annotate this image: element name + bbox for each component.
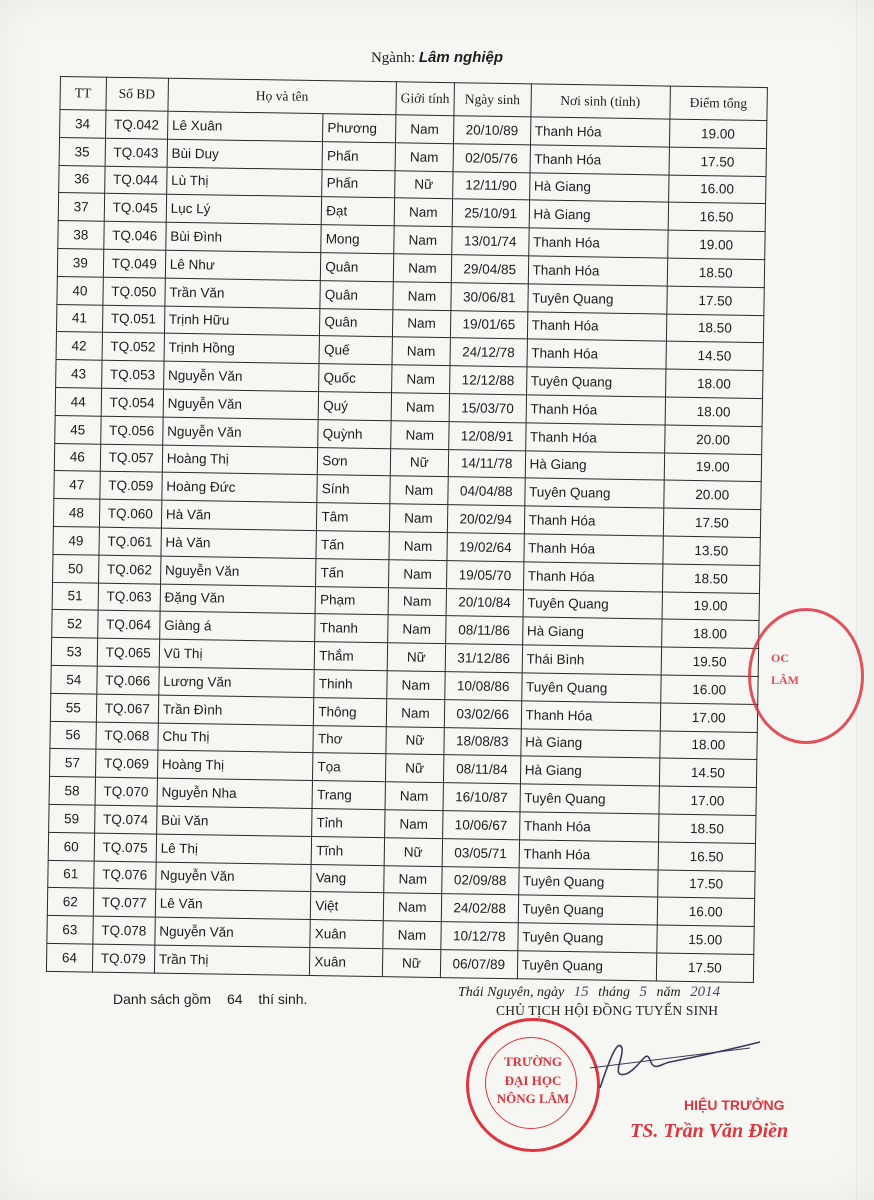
row-dob: 30/06/81 [451,282,528,311]
row-surname: Bùi Văn [156,806,312,836]
row-surname: Trịnh Hữu [164,306,320,336]
row-gender: Nam [387,615,445,644]
row-score: 17.50 [669,147,767,176]
row-dob: 08/11/86 [446,616,523,645]
row-given-name: Tấn [316,558,389,587]
row-birthplace: Hà Giang [529,172,668,202]
row-given-name: Mong [321,225,394,254]
col-header-score: Điểm tổng [669,86,767,121]
row-score: 20.00 [664,425,762,454]
row-score: 19.00 [664,453,762,482]
row-tt: 43 [56,360,102,389]
row-birthplace: Thanh Hóa [530,117,669,147]
row-tt: 52 [52,610,98,639]
row-tt: 37 [58,193,104,222]
row-tt: 38 [58,221,104,250]
row-sbd: TQ.077 [93,888,156,917]
row-dob: 02/09/88 [442,866,519,895]
row-surname: Lê Văn [155,889,311,919]
row-gender: Nam [389,532,447,561]
row-tt: 51 [52,582,98,611]
row-birthplace: Hà Giang [525,450,664,480]
row-given-name: Quân [321,253,394,282]
row-tt: 35 [59,137,105,166]
row-surname: Hà Văn [161,528,317,558]
row-score: 18.00 [659,731,757,760]
row-given-name: Xuân [310,947,383,976]
row-gender: Nam [395,115,453,144]
row-surname: Nguyễn Văn [163,389,319,419]
row-dob: 04/04/88 [448,477,525,506]
row-gender: Nữ [385,754,443,783]
row-tt: 40 [57,276,103,305]
row-surname: Hoàng Đức [162,473,318,503]
col-header-dob: Ngày sinh [454,83,531,117]
row-gender: Nam [391,393,449,422]
row-tt: 64 [46,943,92,972]
row-gender: Nam [384,810,442,839]
row-dob: 12/08/91 [449,421,526,450]
row-birthplace: Thanh Hóa [528,228,667,258]
row-dob: 20/02/94 [447,505,524,534]
row-birthplace: Thanh Hóa [521,701,660,731]
row-given-name: Thắm [314,642,387,671]
count-suffix: thí sinh. [258,991,308,1007]
row-dob: 13/01/74 [452,227,529,256]
row-tt: 54 [51,665,97,694]
row-birthplace: Tuyên Quang [521,673,660,703]
row-score: 17.50 [663,508,761,537]
row-given-name: Phương [323,114,396,143]
row-sbd: TQ.059 [99,472,162,501]
row-tt: 62 [47,888,93,917]
row-sbd: TQ.079 [92,944,155,973]
row-sbd: TQ.044 [104,166,167,195]
row-tt: 61 [48,860,94,889]
seal-line-2: ĐẠI HỌC [504,1073,562,1088]
col-header-gender: Giới tính [396,82,455,116]
row-sbd: TQ.075 [94,833,157,862]
row-tt: 36 [59,165,105,194]
row-tt: 58 [49,777,95,806]
row-given-name: Quý [318,392,391,421]
row-score: 16.50 [668,202,766,231]
row-sbd: TQ.064 [97,611,160,640]
row-birthplace: Hà Giang [520,728,659,758]
row-surname: Bùi Duy [167,139,323,169]
row-birthplace: Tuyên Quang [517,951,656,981]
row-birthplace: Tuyên Quang [518,895,657,925]
row-score: 17.50 [666,286,764,315]
row-given-name: Tấn [316,531,389,560]
row-sbd: TQ.057 [100,444,163,473]
row-score: 17.00 [658,786,756,815]
row-sbd: TQ.054 [101,388,164,417]
row-tt: 63 [47,916,93,945]
row-dob: 12/11/90 [453,171,530,200]
side-seal-text-2: LÂM [771,673,799,687]
row-given-name: Quân [320,280,393,309]
row-surname: Nguyễn Văn [160,556,316,586]
count-prefix: Danh sách gồm [113,991,212,1007]
row-sbd: TQ.069 [95,749,158,778]
row-birthplace: Tuyên Quang [518,867,657,897]
signature-mark [580,1028,770,1098]
row-surname: Lục Lý [166,195,322,225]
row-sbd: TQ.068 [96,722,159,751]
row-given-name: Đạt [321,197,394,226]
row-gender: Nam [393,254,451,283]
row-dob: 24/02/88 [441,894,518,923]
row-score: 14.50 [659,758,757,787]
row-gender: Nam [387,671,445,700]
row-surname: Vũ Thị [159,639,315,669]
row-given-name: Vang [311,864,384,893]
row-tt: 49 [53,526,99,555]
row-gender: Nam [383,893,441,922]
row-tt: 47 [54,471,100,500]
row-score: 16.00 [668,175,766,204]
row-gender: Nam [392,309,450,338]
row-surname: Hoàng Thị [157,750,313,780]
row-given-name: Quân [320,308,393,337]
row-sbd: TQ.056 [100,416,163,445]
row-given-name: Việt [311,892,384,921]
row-surname: Trần Văn [165,278,321,308]
row-tt: 39 [57,248,103,277]
row-sbd: TQ.043 [105,138,168,167]
row-gender: Nam [394,198,452,227]
row-tt: 55 [50,693,96,722]
row-surname: Lê Như [165,250,321,280]
row-score: 17.50 [657,870,755,899]
row-score: 20.00 [663,480,761,509]
year-label: năm [656,985,681,1000]
row-sbd: TQ.062 [98,555,161,584]
row-tt: 50 [53,554,99,583]
row-birthplace: Thanh Hóa [526,395,665,425]
row-surname: Lương Văn [159,667,315,697]
row-sbd: TQ.042 [105,110,168,139]
row-gender: Nữ [390,448,448,477]
row-gender: Nam [395,143,453,172]
row-tt: 60 [48,832,94,861]
candidate-table [46,76,768,983]
row-given-name: Tâm [317,503,390,532]
row-tt: 45 [55,415,101,444]
row-given-name: Quế [319,336,392,365]
col-header-tt: TT [60,77,106,111]
row-surname: Nguyễn Văn [163,417,319,447]
row-surname: Trần Đình [158,695,314,725]
row-tt: 41 [56,304,102,333]
row-dob: 19/02/64 [447,533,524,562]
col-header-sbd: Số BD [106,77,169,111]
row-birthplace: Hà Giang [522,617,661,647]
seal-line-1: TRƯỜNG [503,1054,563,1069]
row-score: 18.00 [661,619,759,648]
table-body [46,110,766,983]
col-header-name: Họ và tên [168,78,397,115]
row-surname: Đặng Văn [160,584,316,614]
major-heading [0,49,874,67]
row-birthplace: Thanh Hóa [524,506,663,536]
row-given-name: Xuân [310,920,383,949]
row-score: 15.00 [656,925,754,954]
row-gender: Nữ [386,726,444,755]
row-surname: Nguyễn Văn [155,917,311,947]
row-surname: Nguyễn Văn [156,862,312,892]
council-title: CHỦ TỊCH HỘI ĐỒNG TUYỂN SINH [496,1003,719,1018]
row-birthplace: Thanh Hóa [524,534,663,564]
row-gender: Nam [386,698,444,727]
row-sbd: TQ.061 [99,527,162,556]
row-dob: 08/11/84 [443,755,520,784]
row-surname: Trịnh Hồng [164,334,320,364]
row-birthplace: Thanh Hóa [528,256,667,286]
row-dob: 10/08/86 [445,672,522,701]
row-given-name: Thanh [315,614,388,643]
row-gender: Nam [388,587,446,616]
row-dob: 31/12/86 [445,644,522,673]
row-sbd: TQ.067 [96,694,159,723]
row-score: 19.00 [662,592,760,621]
row-dob: 03/05/71 [442,838,519,867]
row-birthplace: Tuyên Quang [520,784,659,814]
row-score: 19.00 [667,230,765,259]
month-label: tháng [598,985,631,1000]
row-given-name: Phấn [322,141,395,170]
row-dob: 19/01/65 [450,310,527,339]
row-birthplace: Thanh Hóa [527,311,666,341]
row-sbd: TQ.045 [104,194,167,223]
row-score: 13.50 [662,536,760,565]
row-gender: Nam [393,282,451,311]
side-seal-text-1: OC [771,651,789,665]
row-score: 19.50 [661,647,759,676]
row-score: 18.50 [667,258,765,287]
row-tt: 57 [49,749,95,778]
row-sbd: TQ.063 [98,583,161,612]
row-birthplace: Thanh Hóa [523,562,662,592]
row-gender: Nam [391,421,449,450]
row-given-name: Sính [317,475,390,504]
row-given-name: Quốc [319,364,392,393]
row-birthplace: Thanh Hóa [530,145,669,175]
row-gender: Nữ [387,643,445,672]
row-birthplace: Thanh Hóa [525,423,664,453]
row-tt: 53 [51,638,97,667]
row-given-name: Sơn [318,447,391,476]
row-tt: 48 [53,499,99,528]
row-surname: Giàng á [159,611,315,641]
row-birthplace: Tuyên Quang [523,589,662,619]
row-score: 17.00 [660,703,758,732]
row-surname: Hoàng Thị [162,445,318,475]
row-score: 16.50 [658,842,756,871]
row-birthplace: Tuyên Quang [527,284,666,314]
row-sbd: TQ.065 [97,638,160,667]
candidate-count [113,991,313,1007]
major-value: Lâm nghiệp [418,49,504,66]
row-score: 16.00 [657,897,755,926]
handwritten-month: 5 [639,984,648,1000]
row-dob: 29/04/85 [451,255,528,284]
major-label: Ngành: [370,50,416,66]
row-surname: Chu Thị [158,723,314,753]
row-score: 18.50 [658,814,756,843]
row-birthplace: Tuyên Quang [524,478,663,508]
row-given-name: Thơ [313,725,386,754]
row-score: 18.00 [665,369,763,398]
row-score: 17.50 [656,953,754,982]
row-score: 18.50 [666,314,764,343]
row-given-name: Tỉnh [312,808,385,837]
row-sbd: TQ.076 [93,861,156,890]
row-sbd: TQ.051 [102,305,165,334]
row-given-name: Tĩnh [311,836,384,865]
row-surname: Hà Văn [161,500,317,530]
row-surname: Nguyễn Văn [163,361,319,391]
row-dob: 24/12/78 [450,338,527,367]
row-gender: Nam [389,504,447,533]
row-given-name: Phạm [315,586,388,615]
rector-name: TS. Trần Văn Điền [630,1120,789,1142]
row-sbd: TQ.070 [95,777,158,806]
row-gender: Nam [384,865,442,894]
row-tt: 46 [54,443,100,472]
row-surname: Nguyễn Nha [157,778,313,808]
handwritten-day: 15 [573,984,589,1000]
row-tt: 59 [49,804,95,833]
row-score: 19.00 [669,119,767,148]
row-score: 18.50 [662,564,760,593]
row-tt: 56 [50,721,96,750]
row-score: 14.50 [665,341,763,370]
row-score: 18.00 [665,397,763,426]
row-given-name: Thông [314,697,387,726]
row-dob: 10/06/67 [442,811,519,840]
row-dob: 18/08/83 [444,727,521,756]
paper-crease [856,0,858,1200]
row-gender: Nam [392,337,450,366]
rector-title: HIỆU TRƯỞNG [684,1097,785,1113]
row-dob: 03/02/66 [444,699,521,728]
place-date [458,984,726,1001]
row-birthplace: Hà Giang [520,756,659,786]
row-given-name: Trang [312,781,385,810]
row-dob: 20/10/84 [446,588,523,617]
row-dob: 14/11/78 [448,449,525,478]
row-score: 16.00 [660,675,758,704]
row-birthplace: Thanh Hóa [527,339,666,369]
col-header-birthplace: Nơi sinh (tỉnh) [531,84,670,119]
row-dob: 20/10/89 [453,116,530,145]
row-gender: Nam [394,226,452,255]
row-dob: 06/07/89 [440,949,517,978]
side-seal-stamp [748,608,864,744]
row-birthplace: Tuyên Quang [517,923,656,953]
row-sbd: TQ.050 [103,277,166,306]
seal-line-3: NÔNG LÂM [496,1091,570,1106]
row-dob: 10/12/78 [441,922,518,951]
place-text: Thái Nguyên, ngày [458,985,565,1000]
row-sbd: TQ.060 [99,499,162,528]
row-dob: 15/03/70 [449,394,526,423]
row-gender: Nam [388,559,446,588]
row-given-name: Tọa [313,753,386,782]
handwritten-year: 2014 [690,984,721,1000]
row-surname: Trần Thị [154,945,310,975]
row-surname: Lê Xuân [167,111,323,141]
row-sbd: TQ.078 [92,916,155,945]
row-birthplace: Thanh Hóa [519,812,658,842]
count-value: 64 [226,991,243,1007]
row-sbd: TQ.046 [103,221,166,250]
row-sbd: TQ.053 [101,360,164,389]
row-surname: Lù Thị [166,167,322,197]
row-gender: Nam [391,365,449,394]
row-gender: Nam [383,921,441,950]
row-dob: 19/05/70 [446,560,523,589]
row-gender: Nữ [382,949,440,978]
row-birthplace: Hà Giang [529,200,668,230]
row-dob: 25/10/91 [452,199,529,228]
row-sbd: TQ.074 [94,805,157,834]
row-dob: 12/12/88 [449,366,526,395]
row-given-name: Quỳnh [318,419,391,448]
row-gender: Nam [385,782,443,811]
row-given-name: Thinh [314,670,387,699]
row-sbd: TQ.049 [103,249,166,278]
row-sbd: TQ.052 [102,333,165,362]
row-dob: 02/05/76 [453,143,530,172]
row-gender: Nữ [394,170,452,199]
row-gender: Nữ [384,837,442,866]
row-tt: 44 [55,387,101,416]
row-surname: Lê Thị [156,834,312,864]
row-given-name: Phấn [322,169,395,198]
row-gender: Nam [390,476,448,505]
row-tt: 42 [56,332,102,361]
row-birthplace: Thanh Hóa [519,840,658,870]
row-birthplace: Tuyên Quang [526,367,665,397]
row-tt: 34 [60,110,106,139]
row-dob: 16/10/87 [443,783,520,812]
row-surname: Bùi Đình [166,222,322,252]
row-birthplace: Thái Bình [522,645,661,675]
row-sbd: TQ.066 [96,666,159,695]
